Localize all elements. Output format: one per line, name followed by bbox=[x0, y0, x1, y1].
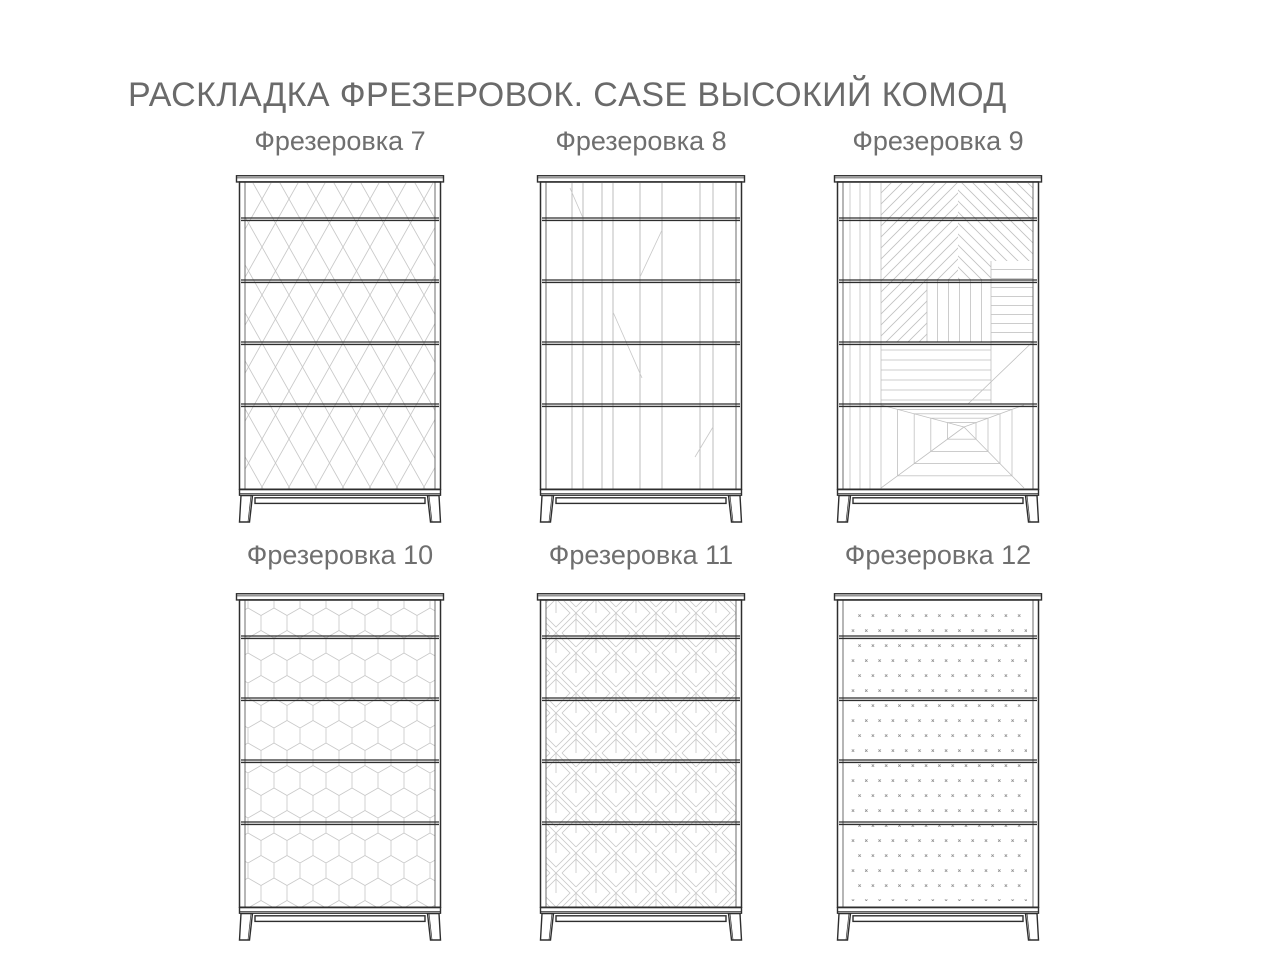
cabinet-label-11: Фрезеровка 11 bbox=[548, 540, 734, 570]
cabinet-drawing-8 bbox=[536, 175, 746, 523]
milling-pattern-nested-diamonds bbox=[547, 601, 736, 907]
page-title: РАСКЛАДКА ФРЕЗЕРОВОК. CASE ВЫСОКИЙ КОМОД bbox=[128, 76, 1007, 114]
milling-pattern-geometric-mix bbox=[850, 183, 1033, 489]
cabinet-label-9: Фрезеровка 9 bbox=[852, 126, 1024, 156]
milling-pattern-diamond-lattice bbox=[246, 183, 435, 489]
cabinet-drawing-7 bbox=[235, 175, 445, 523]
milling-pattern-dot-grid bbox=[849, 607, 1027, 901]
cabinet-drawing-9 bbox=[833, 175, 1043, 523]
cabinet-drawing-12 bbox=[833, 593, 1043, 941]
cabinet-label-7: Фрезеровка 7 bbox=[254, 126, 426, 156]
milling-pattern-isometric-cubes bbox=[246, 601, 435, 907]
cabinet-drawing-11 bbox=[536, 593, 746, 941]
cabinet-label-12: Фрезеровка 12 bbox=[844, 540, 1032, 570]
cabinet-label-10: Фрезеровка 10 bbox=[246, 540, 434, 570]
cabinet-drawing-10 bbox=[235, 593, 445, 941]
cabinet-label-8: Фрезеровка 8 bbox=[555, 126, 727, 156]
milling-pattern-vertical-planks bbox=[570, 183, 713, 489]
